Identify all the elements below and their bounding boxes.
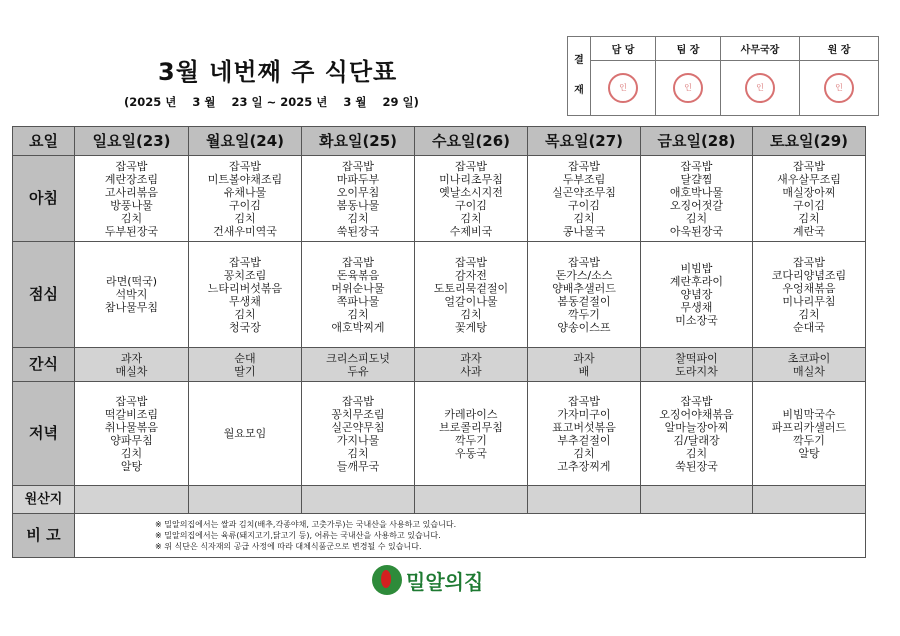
menu-item: 매실장아찌 <box>782 185 836 199</box>
menu-item: 두유 <box>347 364 369 378</box>
menu-cell <box>75 382 189 486</box>
page-title: 3월 네번째 주 식단표 <box>158 58 398 86</box>
menu-item: 미나리무침 <box>782 294 836 308</box>
menu-item: 봄동나물 <box>336 198 380 212</box>
menu-item: 순대국 <box>793 320 825 334</box>
menu-item: 가지나물 <box>336 433 380 447</box>
menu-item: 김치 <box>460 211 482 225</box>
day-header: 화요일(25) <box>302 127 415 156</box>
day-header: 금요일(28) <box>641 127 753 156</box>
menu-item: 김치 <box>798 307 820 321</box>
signature-cell <box>800 61 879 116</box>
menu-cell <box>753 156 866 242</box>
menu-cell <box>641 156 753 242</box>
menu-item: 김치 <box>573 211 595 225</box>
menu-item: 들깨무국 <box>336 459 380 473</box>
menu-cell <box>302 348 415 382</box>
menu-item: 비빔밥 <box>680 262 713 275</box>
menu-item: 매실차 <box>793 364 825 378</box>
signature-cell <box>721 61 800 116</box>
menu-item: 깍두기 <box>793 433 825 447</box>
menu-item: 깍두기 <box>455 433 487 447</box>
menu-item: 쑥된장국 <box>336 224 380 238</box>
menu-item: 우엉채볶음 <box>782 281 836 295</box>
menu-item: 잡곡밥 <box>680 159 713 173</box>
menu-cell <box>415 156 528 242</box>
menu-item: 건새우미역국 <box>213 224 277 238</box>
menu-item: 김치 <box>460 307 482 321</box>
menu-cell <box>189 242 302 348</box>
approval-header: 사무국장 <box>721 37 800 61</box>
menu-item: 잡곡밥 <box>342 394 374 408</box>
menu-item: 잡곡밥 <box>455 255 487 269</box>
menu-item: 미소장국 <box>675 314 718 327</box>
meal-row <box>13 382 866 486</box>
menu-cell <box>753 242 866 348</box>
menu-item: 김치 <box>347 446 369 460</box>
menu-cell <box>753 382 866 486</box>
date-range: (2025 년 3 월 23 일 ~ 2025 년 3 월 29 일) <box>124 95 419 109</box>
origin-cell <box>641 486 753 514</box>
menu-cell <box>302 242 415 348</box>
menu-item: 초코파이 <box>787 351 831 365</box>
menu-item: 부추겉절이 <box>557 433 611 447</box>
menu-item: 잡곡밥 <box>455 159 487 173</box>
menu-item: 잡곡밥 <box>342 159 374 173</box>
menu-item: 비빔막국수 <box>782 407 836 421</box>
menu-item: 오징어젓갈 <box>669 198 724 212</box>
menu-item: 얼갈이나물 <box>444 294 498 308</box>
day-header: 목요일(27) <box>528 127 641 156</box>
menu-cell <box>189 382 302 486</box>
menu-item: 떡갈비조림 <box>104 407 159 421</box>
menu-item: 참나물무침 <box>104 301 159 314</box>
menu-item: 월요모임 <box>223 427 267 440</box>
menu-item: 아욱된장국 <box>669 224 724 238</box>
menu-item: 딸기 <box>234 364 256 378</box>
menu-item: 머위순나물 <box>331 281 385 295</box>
menu-item: 봄동겉절이 <box>557 294 611 308</box>
menu-cell <box>528 348 641 382</box>
menu-item: 김치 <box>798 211 820 225</box>
menu-item: 쑥된장국 <box>675 459 718 473</box>
menu-item: 브로콜리무침 <box>439 420 503 434</box>
menu-item: 잡곡밥 <box>793 255 825 269</box>
menu-item: 돈육볶음 <box>336 268 380 282</box>
signature-cell <box>656 61 721 116</box>
note-line: ※ 밀알의집에서는 육류(돼지고기,닭고기 등), 어류는 국내산을 사용하고 있습니다. <box>155 531 441 540</box>
origin-cell <box>753 486 866 514</box>
menu-item: 양념장 <box>680 288 713 301</box>
menu-item: 김치 <box>685 211 708 225</box>
menu-item: 구이김 <box>455 198 487 212</box>
day-header: 토요일(29) <box>753 127 866 156</box>
menu-item: 달걀찜 <box>680 172 713 186</box>
menu-item: 무생채 <box>229 294 261 308</box>
meal-row <box>13 242 866 348</box>
menu-item: 새우살무조림 <box>777 172 841 186</box>
menu-item: 애호박나물 <box>669 185 724 199</box>
approval-header: 담 당 <box>591 37 656 61</box>
menu-item: 구이김 <box>229 198 261 212</box>
menu-item: 김치 <box>347 307 369 321</box>
menu-cell <box>528 156 641 242</box>
menu-item: 양파무침 <box>110 433 153 447</box>
meal-label: 아침 <box>13 156 75 242</box>
menu-item: 유채나물 <box>223 185 267 199</box>
day-header: 수요일(26) <box>415 127 528 156</box>
menu-item: 애호박찌게 <box>331 320 385 334</box>
menu-cell <box>641 348 753 382</box>
menu-item: 수제비국 <box>449 224 493 238</box>
menu-item: 고사리볶음 <box>104 185 159 199</box>
menu-item: 카레라이스 <box>444 407 498 421</box>
day-header: 월요일(24) <box>189 127 302 156</box>
menu-item: 김치 <box>234 307 256 321</box>
menu-cell <box>75 156 189 242</box>
menu-item: 잡곡밥 <box>229 255 261 269</box>
menu-cell <box>189 348 302 382</box>
menu-item: 쪽파나물 <box>336 294 380 308</box>
day-header: 일요일(23) <box>75 127 189 156</box>
menu-item: 잡곡밥 <box>342 255 374 269</box>
menu-item: 실곤약무침 <box>331 420 385 434</box>
note-line: ※ 위 식단은 식자재의 공급 사정에 따라 대체식품군으로 변경될 수 있습니다. <box>155 542 422 551</box>
menu-table <box>12 126 866 558</box>
meal-label: 저녁 <box>13 382 75 486</box>
menu-item: 잡곡밥 <box>568 255 600 269</box>
origin-label: 원산지 <box>13 486 75 514</box>
menu-item: 순대 <box>234 351 256 365</box>
menu-item: 알마늘장아찌 <box>664 420 729 434</box>
menu-item: 김치 <box>573 446 595 460</box>
menu-cell <box>641 242 753 348</box>
menu-item: 계란장조림 <box>104 172 159 186</box>
menu-item: 양배추샐러드 <box>552 281 616 295</box>
menu-item: 느타리버섯볶음 <box>207 281 283 295</box>
menu-item: 잡곡밥 <box>680 394 713 408</box>
menu-item: 고추장찌게 <box>557 459 611 473</box>
day-header-row <box>13 127 866 156</box>
menu-cell <box>641 382 753 486</box>
menu-item: 과자 <box>120 351 143 365</box>
menu-cell <box>75 348 189 382</box>
menu-item: 표고버섯볶음 <box>552 420 616 434</box>
menu-item: 김치 <box>347 211 369 225</box>
corner-cell: 요일 <box>13 127 75 156</box>
menu-item: 양송이스프 <box>557 320 611 334</box>
menu-item: 과자 <box>573 351 595 365</box>
approval-box <box>567 36 879 116</box>
logo-icon <box>372 565 402 595</box>
menu-item: 파프리카샐러드 <box>771 420 847 434</box>
origin-cell <box>189 486 302 514</box>
origin-row <box>13 486 866 514</box>
menu-item: 김/달래장 <box>673 433 720 447</box>
meal-row <box>13 156 866 242</box>
notes-row <box>13 514 866 558</box>
notes-cell <box>75 514 866 558</box>
menu-item: 잡곡밥 <box>115 159 148 173</box>
menu-item: 김치 <box>685 446 708 460</box>
menu-item: 크리스피도넛 <box>326 351 390 365</box>
seal-stamp-icon: 인 <box>824 73 854 103</box>
menu-cell <box>75 242 189 348</box>
menu-item: 돈가스/소스 <box>555 268 613 282</box>
approval-header: 팀 장 <box>656 37 721 61</box>
menu-item: 미나리초무침 <box>439 172 503 186</box>
menu-cell <box>302 382 415 486</box>
menu-cell <box>415 382 528 486</box>
menu-item: 취나물볶음 <box>104 420 159 434</box>
menu-item: 구이김 <box>793 198 825 212</box>
menu-item: 잡곡밥 <box>115 394 148 408</box>
menu-cell <box>189 156 302 242</box>
menu-item: 두부된장국 <box>104 224 159 238</box>
menu-item: 계란후라이 <box>669 275 724 288</box>
menu-item: 배 <box>578 364 590 378</box>
menu-item: 잡곡밥 <box>568 159 600 173</box>
menu-item: 김치 <box>120 446 143 460</box>
signature-cell <box>591 61 656 116</box>
menu-cell <box>415 348 528 382</box>
menu-item: 무생채 <box>680 301 713 314</box>
meal-label: 점심 <box>13 242 75 348</box>
menu-item: 깍두기 <box>568 307 600 321</box>
origin-cell <box>528 486 641 514</box>
origin-cell <box>415 486 528 514</box>
menu-item: 석박지 <box>115 288 148 301</box>
menu-item: 잡곡밥 <box>568 394 600 408</box>
menu-item: 감자전 <box>455 268 487 282</box>
menu-cell <box>528 242 641 348</box>
meal-row <box>13 348 866 382</box>
menu-item: 실곤약조무침 <box>552 185 616 199</box>
organization-logo <box>372 565 483 595</box>
menu-item: 김치 <box>120 211 143 225</box>
menu-item: 가자미구이 <box>557 407 611 421</box>
menu-item: 알탕 <box>798 446 820 460</box>
notes-label: 비 고 <box>13 514 75 558</box>
menu-item: 코다리양념조림 <box>771 268 847 282</box>
menu-cell <box>528 382 641 486</box>
menu-item: 청국장 <box>229 320 261 334</box>
seal-stamp-icon: 인 <box>608 73 638 103</box>
menu-item: 구이김 <box>568 198 600 212</box>
logo-text: 밀알의집 <box>406 569 484 594</box>
menu-item: 옛날소시지전 <box>439 185 503 199</box>
menu-item: 라면(떡국) <box>105 275 158 288</box>
menu-item: 미트볼야채조림 <box>207 172 283 186</box>
approval-side-label: 결 재 <box>568 37 591 116</box>
menu-cell <box>415 242 528 348</box>
menu-item: 사과 <box>460 364 482 378</box>
menu-item: 잡곡밥 <box>229 159 261 173</box>
menu-item: 방풍나물 <box>110 198 153 212</box>
menu-item: 마파두부 <box>336 172 380 186</box>
menu-item: 오이무침 <box>336 185 380 199</box>
menu-item: 꽁치무조림 <box>331 407 385 421</box>
menu-cell <box>302 156 415 242</box>
menu-item: 콩나물국 <box>562 224 606 238</box>
menu-item: 도라지차 <box>675 364 718 378</box>
menu-item: 꽁치조림 <box>223 268 267 282</box>
approval-header: 원 장 <box>800 37 879 61</box>
seal-stamp-icon: 인 <box>745 73 775 103</box>
menu-item: 도토리묵겉절이 <box>433 281 509 295</box>
menu-item: 두부조림 <box>562 172 606 186</box>
seal-stamp-icon: 인 <box>673 73 703 103</box>
menu-cell <box>753 348 866 382</box>
origin-cell <box>75 486 189 514</box>
menu-item: 매실차 <box>115 364 148 378</box>
menu-item: 꽃게탕 <box>455 320 487 334</box>
menu-item: 계란국 <box>793 224 825 238</box>
menu-item: 잡곡밥 <box>793 159 825 173</box>
menu-item: 오징어야채볶음 <box>659 407 734 421</box>
menu-item: 찰떡파이 <box>675 351 718 365</box>
menu-item: 김치 <box>234 211 256 225</box>
menu-item: 과자 <box>460 351 482 365</box>
note-line: ※ 밀알의집에서는 쌀과 김치(배추,각종야채, 고춧가루)는 국내산을 사용하고 있습니다. <box>155 520 457 529</box>
menu-item: 알탕 <box>120 459 143 473</box>
menu-item: 우동국 <box>455 446 487 460</box>
meal-label: 간식 <box>13 348 75 382</box>
origin-cell <box>302 486 415 514</box>
